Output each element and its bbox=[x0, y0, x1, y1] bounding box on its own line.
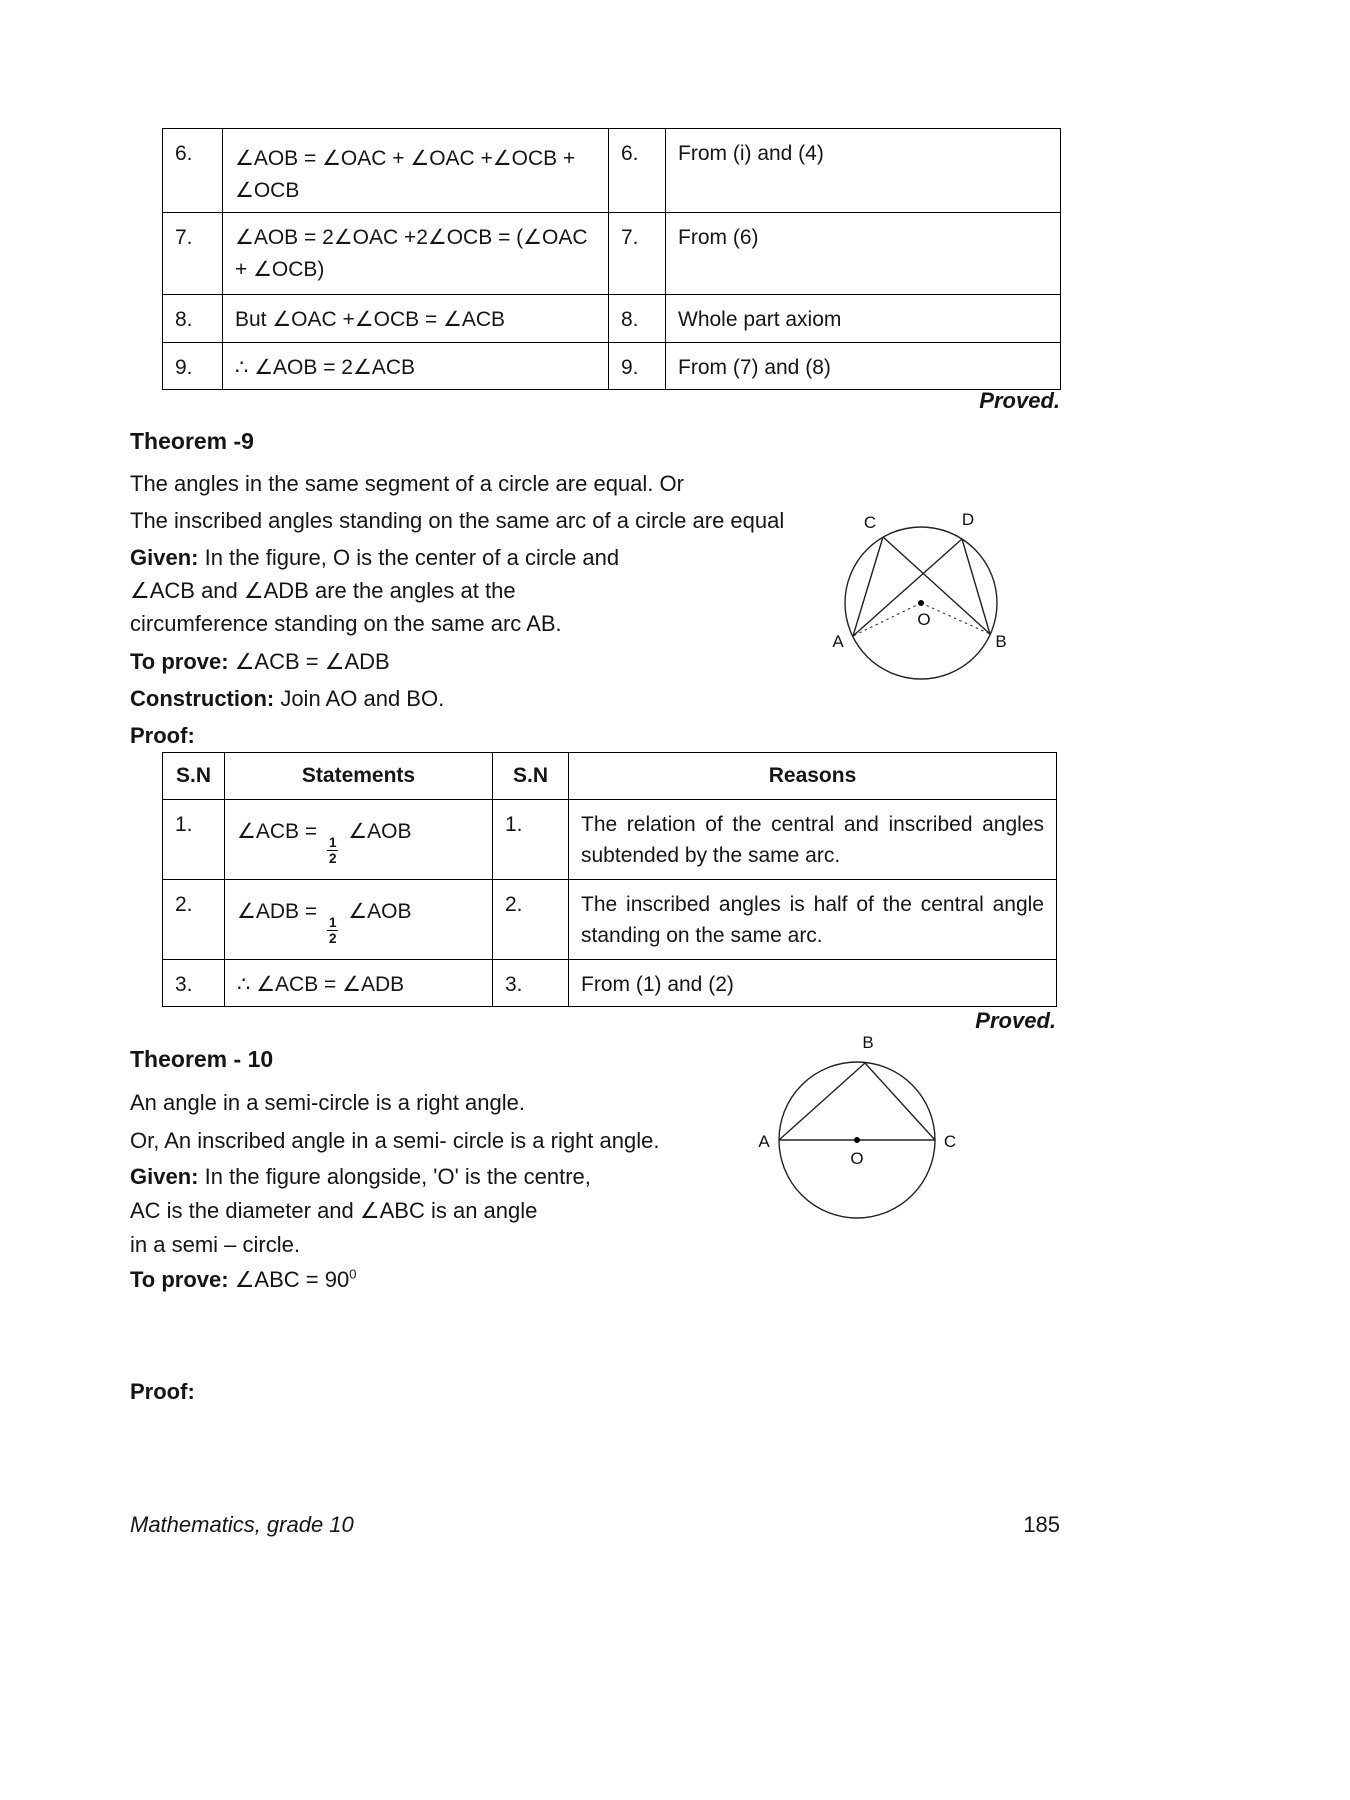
footer-book-title: Mathematics, grade 10 bbox=[130, 1512, 354, 1537]
reason-cell: The relation of the central and inscribed angles subtended by the same arc. bbox=[569, 799, 1057, 879]
chord-DA bbox=[853, 539, 962, 636]
construction-label: Construction: bbox=[130, 686, 275, 711]
statement-number: 2. bbox=[163, 879, 225, 959]
statement-cell: But ∠OAC +∠OCB = ∠ACB bbox=[223, 295, 609, 343]
point-label-A: A bbox=[758, 1132, 770, 1151]
to-prove-text: ∠ACB = ∠ADB bbox=[228, 649, 390, 674]
theorem10-line2: Or, An inscribed angle in a semi- circle is a right angle. bbox=[130, 1128, 660, 1153]
point-label-B: B bbox=[995, 632, 1007, 651]
statement-cell: ∠AOB = ∠OAC + ∠OAC +∠OCB + ∠OCB bbox=[223, 129, 609, 213]
proved-label-1: Proved. bbox=[979, 388, 1060, 413]
given-label: Given: bbox=[130, 545, 199, 570]
page-number: 185 bbox=[1023, 1512, 1060, 1537]
theorem10-given-line3: in a semi – circle. bbox=[130, 1232, 300, 1257]
theorem10-to-prove bbox=[130, 1263, 356, 1296]
reason-number: 3. bbox=[493, 959, 569, 1007]
to-prove-label: To prove: bbox=[130, 1267, 229, 1292]
given-label: Given: bbox=[130, 1164, 199, 1189]
reason-cell: From (6) bbox=[666, 213, 1061, 295]
table-row bbox=[163, 342, 1061, 390]
construction-text: Join AO and BO. bbox=[274, 686, 445, 711]
theorem10-heading: Theorem - 10 bbox=[130, 1046, 274, 1072]
statement-cell: ∠ADB = $\frac{1}{2}$ ∠AOB bbox=[225, 879, 493, 959]
header-statements: Statements bbox=[225, 753, 493, 800]
to-prove-label: To prove: bbox=[130, 649, 229, 674]
center-dot bbox=[854, 1137, 860, 1143]
given-text: In the figure alongside, 'O' is the centre, bbox=[198, 1164, 591, 1189]
proof-table-top bbox=[162, 128, 1061, 390]
table-row bbox=[163, 799, 1057, 879]
radius-OB-dotted bbox=[921, 603, 990, 634]
superscript: 0 bbox=[349, 1266, 357, 1282]
statement-number: 9. bbox=[163, 342, 223, 390]
point-label-D: D bbox=[961, 510, 975, 529]
statement-number: 7. bbox=[163, 213, 223, 295]
theorem9-given bbox=[130, 541, 635, 640]
reason-number: 6. bbox=[609, 129, 666, 213]
theorem9-line1: The angles in the same segment of a circle are equal. Or bbox=[130, 471, 684, 496]
reason-cell: The inscribed angles is half of the central angle standing on the same arc. bbox=[569, 879, 1057, 959]
given-text: In the figure, O is the center of a circle and ∠ACB and ∠ADB are the angles at the circumference standing on the same arc AB. bbox=[130, 545, 620, 636]
header-reasons: Reasons bbox=[569, 753, 1057, 800]
to-prove-text: ∠ABC = 90 bbox=[228, 1267, 350, 1292]
statement-cell: ∴ ∠AOB = 2∠ACB bbox=[223, 342, 609, 390]
header-sn: S.N bbox=[163, 753, 225, 800]
point-label-B: B bbox=[862, 1033, 874, 1052]
statement-cell: ∴ ∠ACB = ∠ADB bbox=[225, 959, 493, 1007]
table-row bbox=[163, 295, 1061, 343]
table-header-row bbox=[163, 753, 1057, 800]
table-row bbox=[163, 213, 1061, 295]
reason-cell: Whole part axiom bbox=[666, 295, 1061, 343]
theorem10-given-line2: AC is the diameter and ∠ABC is an angle bbox=[130, 1198, 538, 1223]
statement-number: 3. bbox=[163, 959, 225, 1007]
reason-cell: From (1) and (2) bbox=[569, 959, 1057, 1007]
theorem10-given-line1 bbox=[130, 1160, 591, 1193]
reason-number: 2. bbox=[493, 879, 569, 959]
theorem9-figure bbox=[818, 495, 1033, 695]
reason-number: 7. bbox=[609, 213, 666, 295]
reason-number: 8. bbox=[609, 295, 666, 343]
reason-number: 1. bbox=[493, 799, 569, 879]
statement-number: 6. bbox=[163, 129, 223, 213]
table-row bbox=[163, 879, 1057, 959]
proof-table-theorem9 bbox=[162, 752, 1057, 1007]
fraction: $\frac{1}{2}$ bbox=[328, 834, 337, 867]
theorem9-line2: The inscribed angles standing on the same arc of a circle are equal bbox=[130, 508, 785, 533]
chord-DB bbox=[962, 539, 990, 634]
chord-CB bbox=[883, 537, 990, 634]
theorem10-line1: An angle in a semi-circle is a right angle. bbox=[130, 1090, 525, 1115]
theorem9-construction bbox=[130, 682, 444, 715]
statement-cell: ∠ACB = $\frac{1}{2}$ ∠AOB bbox=[225, 799, 493, 879]
reason-cell: From (i) and (4) bbox=[666, 129, 1061, 213]
reason-number: 9. bbox=[609, 342, 666, 390]
center-dot bbox=[918, 600, 924, 606]
theorem9-to-prove bbox=[130, 645, 390, 678]
table-row bbox=[163, 959, 1057, 1007]
table-row bbox=[163, 129, 1061, 213]
header-sn2: S.N bbox=[493, 753, 569, 800]
point-label-C: C bbox=[863, 513, 877, 532]
statement-number: 1. bbox=[163, 799, 225, 879]
point-label-O: O bbox=[850, 1149, 864, 1168]
chord-AB bbox=[779, 1063, 865, 1140]
proved-label-2: Proved. bbox=[975, 1008, 1056, 1033]
statement-number: 8. bbox=[163, 295, 223, 343]
radius-OA-dotted bbox=[853, 603, 921, 636]
chord-CA bbox=[853, 537, 883, 636]
theorem10-figure bbox=[752, 1026, 967, 1238]
page-footer bbox=[130, 1512, 1060, 1538]
theorem9-heading: Theorem -9 bbox=[130, 428, 254, 454]
point-label-A: A bbox=[832, 632, 844, 651]
theorem10-proof-label: Proof: bbox=[130, 1379, 195, 1404]
reason-cell: From (7) and (8) bbox=[666, 342, 1061, 390]
fraction: $\frac{1}{2}$ bbox=[328, 914, 337, 947]
point-label-C: C bbox=[943, 1132, 957, 1151]
theorem9-proof-label: Proof: bbox=[130, 723, 195, 748]
point-label-O: O bbox=[917, 610, 931, 629]
statement-cell: ∠AOB = 2∠OAC +2∠OCB = (∠OAC + ∠OCB) bbox=[223, 213, 609, 295]
